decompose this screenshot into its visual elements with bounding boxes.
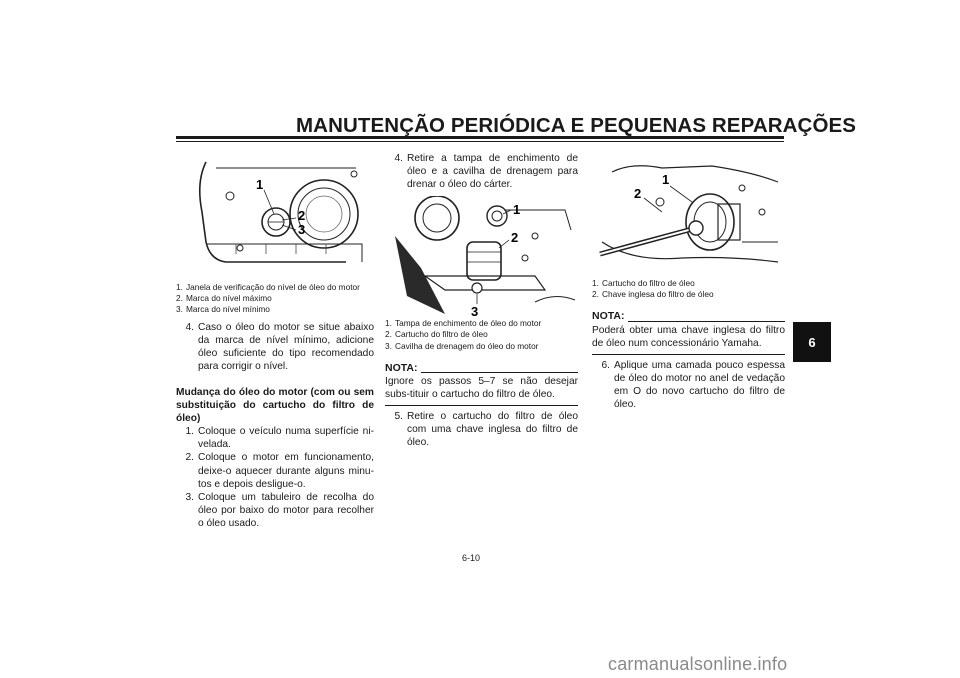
caption-item: 1. Janela de verificação do nível de óleo do motor [176, 282, 360, 292]
step-item: 3. Coloque um tabuleiro de recolha do óleo por baixo do motor para recolher o óleo usado. [185, 491, 374, 529]
figure-label-2: 2 [298, 208, 306, 223]
step-item: 4. Caso o óleo do motor se situe abaixo da marca de nível mínimo, adicione óleo suficiente do tipo recomendado para corrigir o nível. [185, 321, 374, 372]
nota-text: Poderá obter uma chave inglesa do filtro de óleo num concessionário Yamaha. [592, 324, 785, 355]
page-title: MANUTENÇÃO PERIÓDICA E PEQUENAS REPARAÇÕES [296, 114, 857, 137]
column-1 [176, 152, 374, 530]
step-item: 5. Retire o cartucho do filtro de óleo com uma chave inglesa do filtro de óleo. [394, 411, 578, 449]
caption-item: 1. Cartucho do filtro de óleo [592, 278, 695, 288]
figure-label-1: 1 [662, 172, 670, 187]
step-item: 6. Aplique uma camada pouco espessa de óleo do motor no anel de vedação em O do novo cartucho do filtro de óleo. [601, 359, 785, 410]
figure-label-3: 3 [298, 222, 306, 237]
figure-label-3: 3 [471, 304, 479, 319]
step-item: 1. Coloque o veículo numa superfície ni-velada. [185, 426, 374, 451]
caption-item: 2. Cartucho do filtro de óleo [385, 329, 488, 340]
caption-item: 3. Marca do nível mínimo [176, 304, 270, 315]
column-2 [385, 152, 578, 449]
header-rule [176, 136, 784, 139]
caption-item: 1. Tampa de enchimento de óleo do motor [385, 318, 542, 329]
figure-captions [385, 318, 578, 352]
chapter-tab: 6 [793, 322, 831, 362]
figure-label-2: 2 [634, 186, 642, 201]
page-number: 6-10 [462, 553, 481, 563]
step-item: 2. Coloque o motor em funcionamento, deixe-o aquecer durante alguns minu-tos e depois desligue-o. [185, 452, 374, 490]
figure-captions [176, 282, 374, 316]
nota-text: Ignore os passos 5–7 se não desejar subs-tituir o cartucho do filtro de óleo. [385, 375, 578, 406]
caption-item: 3. Cavilha de drenagem do óleo do motor [385, 340, 539, 351]
nota-heading: NOTA: [385, 362, 578, 375]
header-rule-thin [176, 141, 784, 142]
figure-label-1: 1 [513, 202, 521, 218]
step-item: 4. Retire a tampa de enchimento de óleo e a cavilha de drenagem para drenar o óleo do cárter. [394, 153, 578, 191]
oil-drain-illustration [385, 196, 578, 318]
caption-item: 2. Chave inglesa do filtro de óleo [592, 289, 714, 300]
oil-filter-wrench-illustration [592, 152, 785, 278]
figure-label-2: 2 [511, 230, 519, 246]
watermark: carmanualsonline.info [608, 654, 788, 674]
oil-level-window-illustration [176, 152, 374, 282]
section-heading: Mudança do óleo do motor (com ou sem substituição do cartucho do filtro de óleo) [176, 386, 374, 425]
figure-captions [592, 278, 785, 300]
figure-label-1: 1 [256, 177, 264, 192]
column-3 [592, 152, 785, 411]
nota-heading: NOTA: [592, 310, 785, 323]
caption-item: 2. Marca do nível máximo [176, 293, 272, 304]
